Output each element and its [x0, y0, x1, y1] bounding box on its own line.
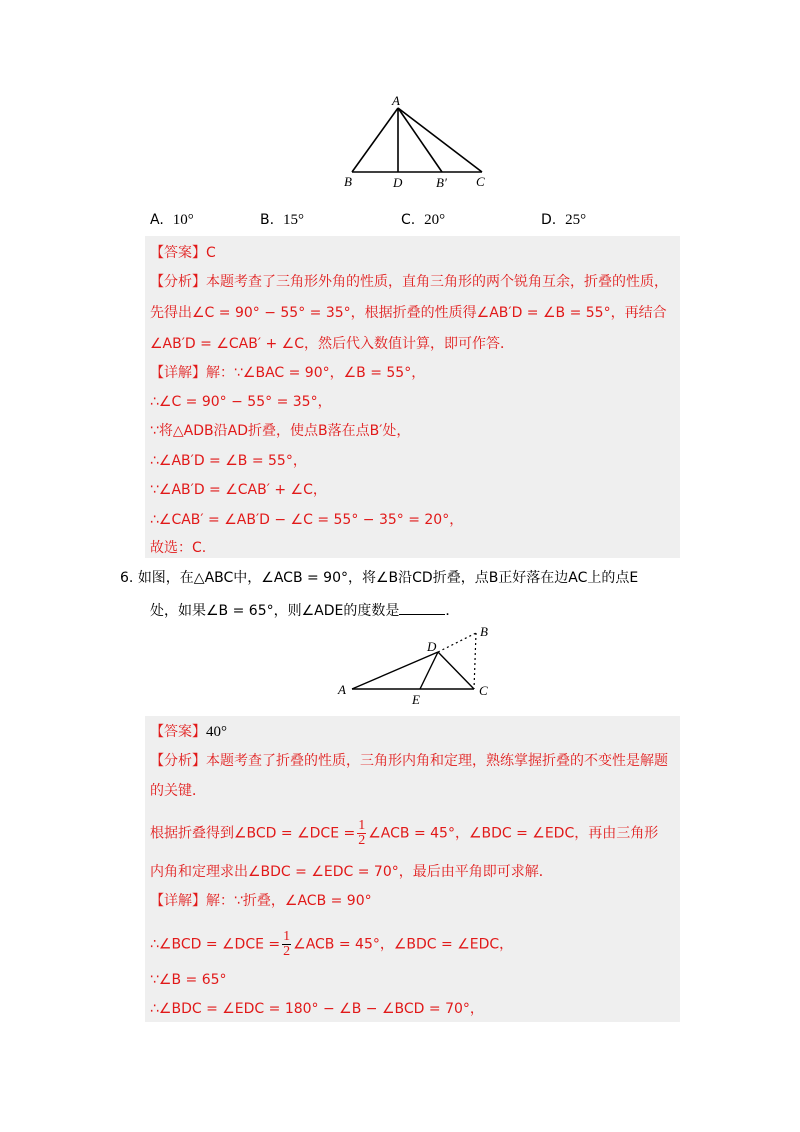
vertex-label-e: E — [412, 692, 420, 707]
vertex-label-a: A — [338, 682, 346, 697]
q5-analysis-line-3: ∠AB′D = ∠CAB′ + ∠C，然后代入数值计算，即可作答． — [150, 336, 514, 352]
fraction-one-half: $\frac{1}{2}$ — [358, 818, 366, 848]
q5-answer: 【答案】C — [150, 245, 216, 261]
choice-a: A. 10° — [150, 212, 194, 228]
q6-detail-line-4: ∴∠BDC = ∠EDC = 180° − ∠B − ∠BCD = 70°， — [150, 1001, 484, 1017]
vertex-label-c: C — [479, 683, 488, 698]
vertex-label-c: C — [476, 174, 485, 189]
vertex-label-a: A — [392, 93, 400, 108]
q6-detail-line-1: 【详解】解：∵折叠，∠ACB = 90° — [150, 893, 372, 909]
fraction-one-half: $\frac{1}{2}$ — [283, 929, 291, 959]
q6-detail-line-3: ∵∠B = 65° — [150, 972, 227, 988]
q6-stem-line-1: 6. 如图，在△ABC中，∠ACB = 90°，将∠B沿CD折叠，点B正好落在边AC上的点E — [120, 570, 639, 586]
q5-analysis-line-2: 先得出∠C = 90° − 55° = 35°，根据折叠的性质得∠AB′D = ∠B = 55°，再结合 — [150, 305, 667, 321]
q6-analysis-line-2: 的关键． — [150, 783, 206, 799]
vertex-label-b-prime: B′ — [436, 175, 447, 190]
q6-answer: 【答案】40° — [150, 724, 227, 740]
choice-c: C. 20° — [401, 212, 446, 228]
q5-detail-line-3: ∵将△ADB沿AD折叠，使点B落在点B′处， — [150, 423, 411, 439]
q6-stem-line-2: 处，如果∠B = 65°，则∠ADE的度数是 ． — [150, 600, 459, 621]
q6-analysis-line-4: 内角和定理求出∠BDC = ∠EDC = 70°，最后由平角即可求解． — [150, 864, 553, 880]
q5-detail-line-1: 【详解】解：∵∠BAC = 90°，∠B = 55°， — [150, 365, 426, 381]
answer-blank — [399, 600, 445, 615]
vertex-label-b: B — [480, 624, 488, 639]
q6-analysis-line-1: 【分析】本题考查了折叠的性质，三角形内角和定理，熟练掌握折叠的不变性是解题 — [150, 753, 668, 769]
q5-detail-line-2: ∴∠C = 90° − 55° = 35°， — [150, 394, 332, 410]
vertex-label-d: D — [393, 175, 403, 190]
q6-analysis-line-3: 根据折叠得到∠BCD = ∠DCE = $\frac{1}{2}$ ∠ACB = 45°，∠BDC = ∠EDC，再由三角形 — [150, 818, 659, 848]
figure-right-triangle-fold — [330, 620, 510, 710]
q5-final: 故选：C. — [150, 540, 207, 556]
q6-detail-line-2: ∴∠BCD = ∠DCE = $\frac{1}{2}$ ∠ACB = 45°，∠BDC = ∠EDC， — [150, 929, 514, 959]
q5-detail-line-5: ∵∠AB′D = ∠CAB′ + ∠C， — [150, 482, 327, 498]
figure-triangle-abc-fold — [330, 90, 510, 190]
choice-b: B. 15° — [260, 212, 304, 228]
q5-analysis-line-1: 【分析】本题考查了三角形外角的性质，直角三角形的两个锐角互余，折叠的性质， — [150, 274, 668, 290]
q5-detail-line-6: ∴∠CAB′ = ∠AB′D − ∠C = 55° − 35° = 20°， — [150, 512, 464, 528]
q5-detail-line-4: ∴∠AB′D = ∠B = 55°， — [150, 453, 307, 469]
choice-d: D. 25° — [541, 212, 587, 228]
vertex-label-d: D — [427, 639, 437, 654]
vertex-label-b: B — [344, 174, 352, 189]
